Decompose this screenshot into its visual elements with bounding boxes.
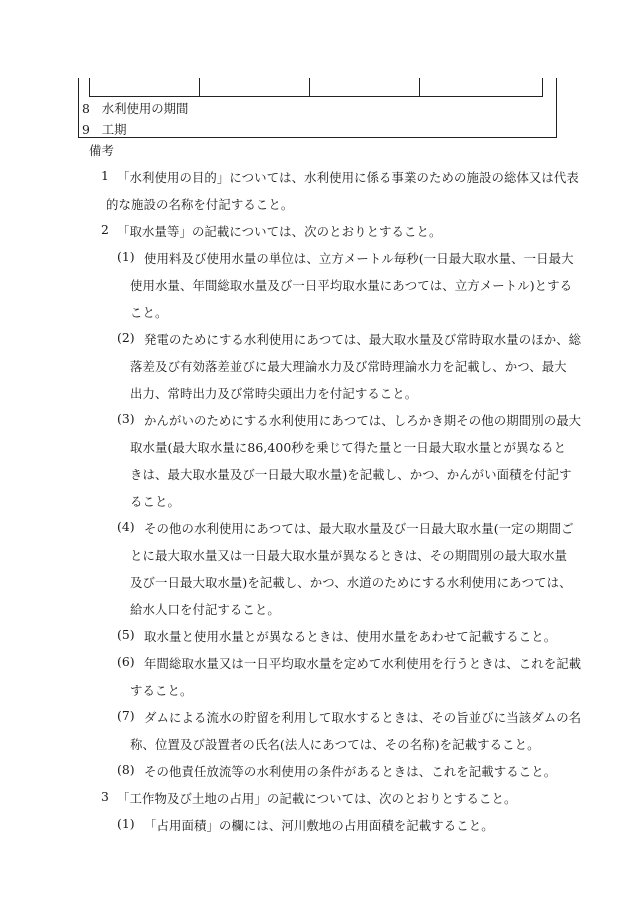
- subitem-line: 使用料及び使用水量の単位は、立方メートル毎秒(一日最大取水量、一日最大: [144, 251, 574, 266]
- subitem-line: その他の水利使用にあつては、最大取水量及び一日最大取水量(一定の期間ご: [144, 521, 574, 536]
- subitem-number: (5): [117, 627, 135, 642]
- table-row: [82, 99, 188, 117]
- table-line: [78, 78, 79, 138]
- row-label: 工期: [101, 122, 127, 137]
- subitem-line: 発電のためにする水利使用にあつては、最大取水量及び常時取水量のほか、総: [144, 332, 582, 347]
- subitem-line: 出力、常時出力及び常時尖頭出力を付記すること。: [130, 386, 418, 401]
- notes-heading: 備考: [89, 143, 114, 158]
- subitem-line: 「占用面積」の欄には、河川敷地の占用面積を記載すること。: [144, 818, 494, 833]
- subitem-line: とに最大取水量又は一日最大取水量が異なるときは、その期間別の最大取水量: [130, 548, 568, 563]
- subitem-line: 年間総取水量又は一日平均取水量を定めて水利使用を行うときは、これを記載: [144, 656, 582, 671]
- subitem-line: 取水量と使用水量とが異なるときは、使用水量をあわせて記載すること。: [144, 629, 557, 644]
- item3-line: 「工作物及び土地の占用」の記載については、次のとおりとすること。: [117, 791, 517, 806]
- subitem-line: 落差及び有効落差並びに最大理論水力及び常時理論水力を記載し、かつ、最大: [130, 359, 567, 374]
- subitem-line: かんがいのためにする水利使用にあつては、しろかき期その他の期間別の最大: [144, 413, 582, 428]
- subitem-line: 称、位置及び設置者の氏名(法人にあつては、その名称)を記載すること。: [130, 737, 540, 752]
- item-number: 3: [101, 789, 109, 804]
- subitem-line: 取水量(最大取水量に86,400秒を乗じて得た量と一日最大取水量とが異なると: [130, 440, 567, 455]
- table-line: [419, 78, 420, 96]
- subitem-number: (1): [117, 249, 135, 264]
- subitem-line: 給水人口を付記すること。: [130, 602, 280, 617]
- table-line: [199, 78, 200, 96]
- table-line: [78, 137, 557, 138]
- subitem-number: (4): [117, 519, 135, 534]
- subitem-number: (1): [117, 816, 135, 831]
- row-number: 9: [82, 122, 90, 137]
- table-line: [542, 78, 543, 96]
- subitem-number: (6): [117, 654, 135, 669]
- subitem-line: すること。: [130, 683, 193, 698]
- table-line: [556, 78, 557, 138]
- row-number: 8: [82, 101, 90, 116]
- subitem-line: こと。: [130, 305, 168, 320]
- subitem-number: (3): [117, 411, 135, 426]
- row-label: 水利使用の期間: [101, 101, 189, 116]
- subitem-number: (8): [117, 762, 135, 777]
- item-number: 1: [101, 168, 109, 183]
- item1-line: 「水利使用の目的」については、水利使用に係る事業のための施設の総体又は代表: [117, 170, 579, 185]
- item2-line: 「取水量等」の記載については、次のとおりとすること。: [117, 224, 442, 239]
- subitem-number: (2): [117, 330, 135, 345]
- subitem-line: 及び一日最大取水量)を記載し、かつ、水道のためにする水利使用にあつては、: [130, 575, 572, 590]
- subitem-line: ること。: [130, 494, 180, 509]
- form-table: [78, 78, 557, 138]
- table-row: [82, 120, 127, 138]
- subitem-line: 使用水量、年間総取水量及び一日平均取水量にあつては、立方メートル)とする: [130, 278, 573, 293]
- table-line: [309, 78, 310, 96]
- item1-line: 的な施設の名称を付記すること。: [106, 197, 294, 212]
- table-line: [89, 96, 543, 97]
- subitem-number: (7): [117, 708, 135, 723]
- item-number: 2: [101, 222, 109, 237]
- subitem-line: その他責任放流等の水利使用の条件があるときは、これを記載すること。: [144, 764, 557, 779]
- subitem-line: きは、最大取水量及び一日最大取水量)を記載し、かつ、かんがい面積を付記す: [130, 467, 572, 482]
- table-line: [89, 78, 90, 96]
- subitem-line: ダムによる流水の貯留を利用して取水するときは、その旨並びに当該ダムの名: [144, 710, 582, 725]
